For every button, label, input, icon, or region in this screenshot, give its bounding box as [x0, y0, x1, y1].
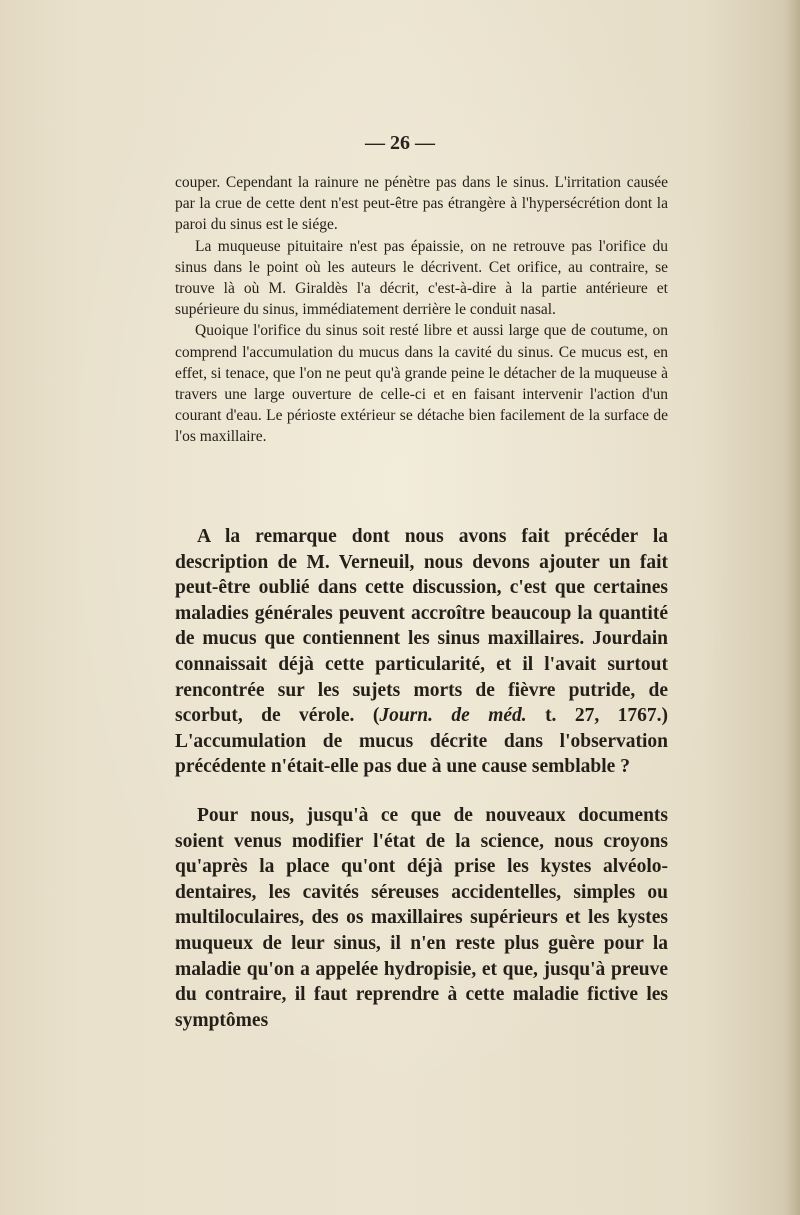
large-text-block-1	[175, 524, 668, 780]
paragraph-conclusion: Pour nous, jusqu'à ce que de nouveaux documents soient venus modifier l'état de la science, nous croyons qu'après la place qu'ont déjà prise les kystes alvéolo-dentaires, les cavités séreuses accidentelles, simples ou multiloculaires, des os maxillaires supérieurs et les kystes muqueux de leur sinus, il n'en reste plus guère pour la maladie qu'on a appelée hydropisie, et que, jusqu'à preuve du contraire, il faut reprendre à cette maladie fictive les symptômes	[175, 805, 668, 1031]
paragraph-continuation: couper. Cependant la rainure ne pénètre pas dans le sinus. L'irritation causée par la crue de cette dent n'est peut-être pas étrangère à l'hypersécrétion dont la paroi du sinus est le siége.	[175, 174, 668, 234]
journal-citation: Journ. de méd.	[379, 705, 527, 727]
remarque-text-end: t. 27, 1767.) L'accumulation de mucus décrite dans l'observation précédente n'était-elle pas due à une cause semblable ?	[175, 705, 668, 778]
small-text-block	[175, 172, 668, 448]
page-edge-shadow	[786, 0, 800, 1215]
paragraph-muqueuse: La muqueuse pituitaire n'est pas épaissie, on ne retrouve pas l'orifice du sinus dans le point où les auteurs le décrivent. Cet orifice, au contraire, se trouve là où M. Giraldès l'a décrit, c'est-à-dire à la partie antérieure et supérieure du sinus, immédiatement derrière le conduit nasal.	[175, 237, 668, 319]
large-text-block-2	[175, 803, 668, 1033]
remarque-text: A la remarque dont nous avons fait précéder la description de M. Verneuil, nous devons ajouter un fait peut-être oublié dans cette discussion, c'est que certaines maladies générales peuvent accroître beaucoup la quantité de mucus que contiennent les sinus maxillaires. Jourdain connaissait déjà cette particularité, et il l'avait surtout rencontrée sur les sujets morts de fièvre putride, de scorbut, de vérole. (	[175, 526, 668, 727]
page-number: — 26 —	[365, 132, 435, 154]
paragraph-remarque	[175, 524, 668, 780]
paragraph-orifice: Quoique l'orifice du sinus soit resté libre et aussi large que de coutume, on comprend l'accumulation du mucus dans la cavité du sinus. Ce mucus est, en effet, si tenace, que l'on ne peut qu'à grande peine le détacher de la muqueuse à travers une large ouverture de celle-ci et en faisant intervenir l'action d'un courant d'eau. Le périoste extérieur se détache bien facilement de la surface de l'os maxillaire.	[175, 322, 668, 446]
